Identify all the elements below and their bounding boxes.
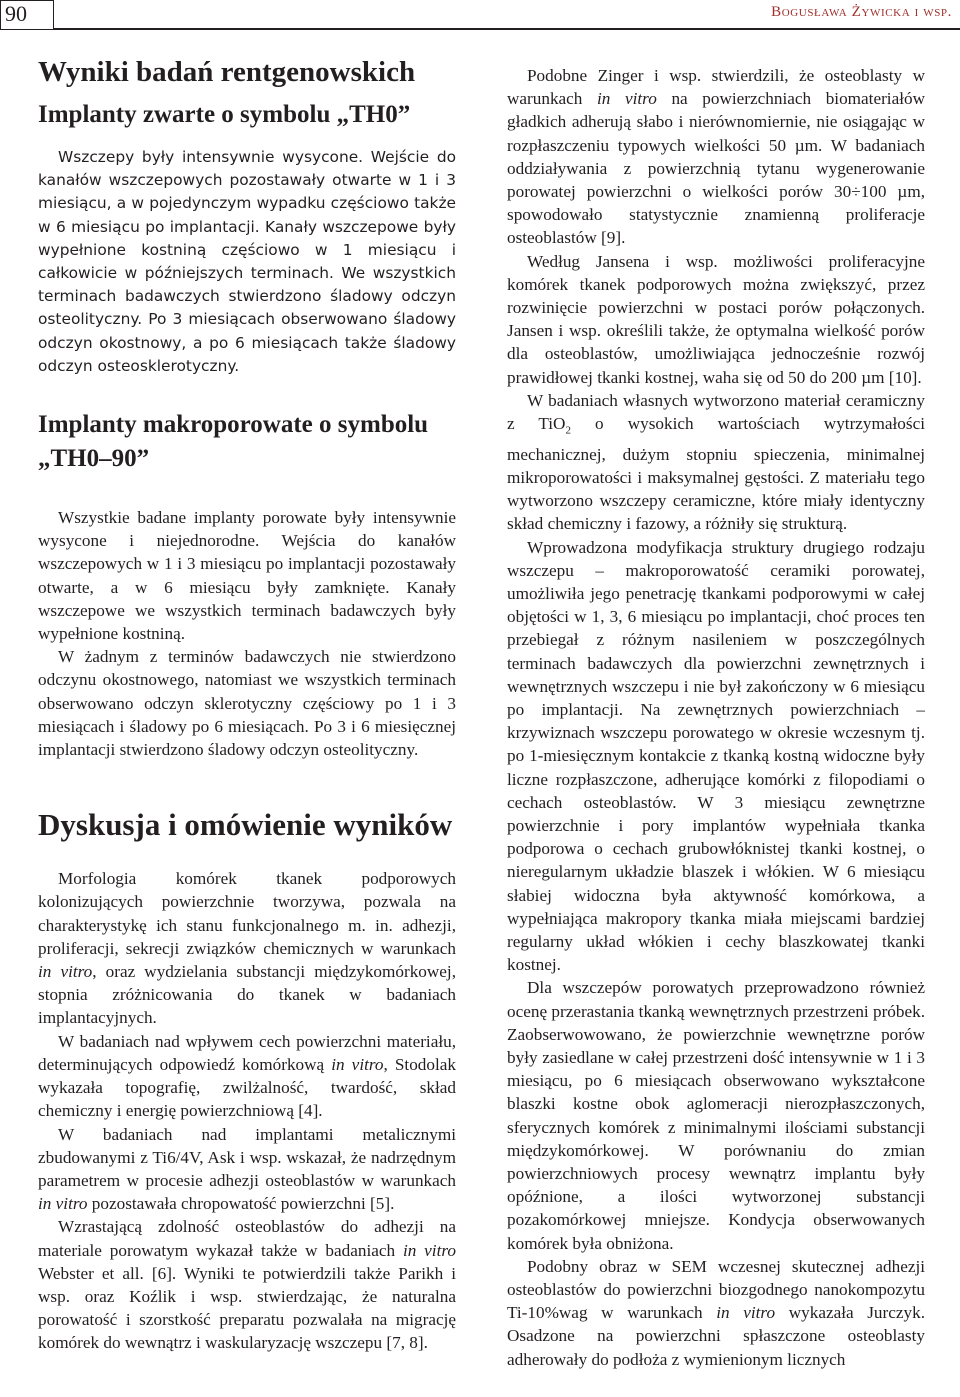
heading-discussion: Dyskusja i omówienie wyników — [38, 807, 453, 843]
paragraph-right-6: Podobny obraz w SEM wczesnej skutecznej adhezji osteoblastów do powierzchni biozgodnego nanokompozytu Ti-10%wag w warunkach in vitro wykazała Jurczyk. Osadzone na powierzchni spłaszczone osteoblasty adherowały do podłoża z wymienionym licznych — [507, 1256, 925, 1369]
paragraph-discussion-4: Wzrastającą zdolność osteoblastów do adhezji na materiale porowatym wykazał także w badaniach in vitro Webster et all. [6]. Wyniki te potwierdzili także Parikh i wsp. oraz Koźlik i wsp. stwierdzając, że naturalna porowatość i szorstkość preparatu pozwalała na migrację komórek do wewnątrz i waskularyzację wszczepu [7, 8]. — [38, 1217, 457, 1353]
paragraph-right-3: W badaniach własnych wytworzono materiał ceramiczny z TiO$_2$ o wysokich wartościach wytrzymałości mechanicznej, dużym stopniu spieczenia, minimalnej mikroporowatości i maksymalnej gęstości. Z materiału tego wytworzono wszczepy ceramiczne, które miały identyczny skład chemiczny i fazowy, a różniły się strukturą. — [507, 390, 925, 534]
heading-macro-line1: Implanty makroporowate o symbolu — [38, 411, 429, 439]
paragraph-right-2: Według Jansena i wsp. możliwości proliferacyjne komórek tkanek podporowych można zwiększyć, przez rozwinięcie powierzchni w postaci porów połączonych. Jansen i wsp. określili także, że optymalna wielkość porów dla osteoblastów, umożliwiająca jednocześnie rozwój prawidłowej tkanki kostnej, waha się od 50 do 200 µm [10]. — [507, 251, 925, 387]
left-column — [38, 54, 456, 1355]
heading-th0: Implanty zwarte o symbolu „TH0” — [38, 101, 411, 128]
heading-macro-line2: „TH0–90” — [38, 445, 150, 473]
running-head: Bogusława Żywicka i wsp. — [771, 4, 952, 20]
paragraph-right-4: Wprowadzona modyfikacja struktury drugiego rodzaju wszczepu – makroporowatość ceramiki porowatej, umożliwiła jego penetrację tkankami podporowymi w całej objętości w 1, 3, 6 miesiącu po implantacji, choć proces ten przebiegał z różnym nasileniem w poszczególnych terminach badawczych dla powierzchni zewnętrznych i wewnętrznych wszczepu i nie był zakończony w 6 miesiącu po implantacji. Na zewnętrznych powierzchniach – krzywiznach wszczepu porowatego w okresie wczesnym tj. po 1-miesięcznym kontakcie z tkanką kostną widoczne były liczne rozpłaszczone, adherujące komórki z filopodiami o cechach osteoblastów. W 3 miesiącu zewnętrzne powierzchnie i pory implantów wypełniała tkanka podporowa o cechach grubowłóknistej tkanki kostnej, o nieregularnym układzie blaszek i włókien. W 6 miesiącu słabiej widoczna była aktywność komórkowa, a wypełniająca makropory tkanka miała miejscami bardziej regularny układ włókien i cechy blaszkowatej tkanki kostnej. — [507, 537, 925, 975]
paragraph-right-1: Podobne Zinger i wsp. stwierdzili, że osteoblasty w warunkach in vitro na powierzchniach biomateriałów gładkich adherują słabo i nierównomiernie, nie osiągając w rozpłaszczeniu typowych wielkości 50 µm. W badaniach oddziaływania z powierzchnią tytanu wygenerowanie porowatej powierzchni o wielkości porów 30÷100 µm, spowodowało statystycznie znamienną proliferacje osteoblastów [9]. — [507, 66, 925, 248]
paragraph-macro-1: Wszystkie badane implanty porowate były intensywnie wysycone i niejednorodne. Wejścia do kanałów wszczepowych w 1 i 3 miesiącu po implantacji pozostawały otwarte, a w 6 miesiącu były zamknięte. Kanały wszczepowe we wszystkich terminach badawczych były wypełnione kostniną. — [38, 508, 456, 644]
paragraph-discussion-3: W badaniach nad implantami metalicznymi zbudowanymi z Ti6/4V, Ask i wsp. wskazał, że nadrzędnym parametrem w procesie adhezji osteoblastów w warunkach in vitro pozostawała chropowatość powierzchni [5]. — [38, 1124, 456, 1214]
heading-results: Wyniki badań rentgenowskich — [38, 56, 416, 88]
paragraph-discussion-1: Morfologia komórek tkanek podporowych kolonizujących powierzchnie tworzywa, pozwala na charakterystykę ich stanu funkcjonalnego m. in. adhezji, proliferacji, sekrecji związków chemicznych w warunkach in vitro, oraz wydzielania substancji międzykomórkowej, stopnia zróżnicowania do tkanek w badaniach implantacyjnych. — [38, 869, 456, 1028]
paragraph-th0: Wszczepy były intensywnie wysycone. Wejście do kanałów wszczepowych pozostawały otwarte w 1 i 3 miesiącu, a w pojedynczym wypadku częściowo także w 6 miesiącu po implantacji. Kanały wszczepowe były wypełnione kostniną częściowo w 1 miesiącu i całkowicie w późniejszych terminach. We wszystkich terminach badawczych stwierdzono śladowy odczyn osteolityczny. Po 3 miesiącach obserwowano śladowy odczyn okostnowy, a po 6 miesiącach także śladowy odczyn osteosklerotyczny. — [38, 148, 456, 375]
right-column — [507, 64, 925, 1371]
paragraph-macro-2: W żadnym z terminów badawczych nie stwierdzono odczynu okostnowego, natomiast we wszystkich terminach obserwowano odczyn sklerotyczny częściowy po 1 i 3 miesiącach i śladowy po 6 miesiącach. Po 3 i 6 miesięcznej implantacji stwierdzono śladowy odczyn osteolityczny. — [38, 647, 456, 760]
header-rule — [54, 28, 960, 30]
paragraph-right-5: Dla wszczepów porowatych przeprowadzono również ocenę przerastania tkanką wewnętrznych przestrzeni próbek. Zaobserwowowano, że powierzchnie wewnętrzne porów były zasiedlane w całej przestrzeni dość intensywnie w 1 i 3 miesiącu, po 6 miesiącach obserwowano wykształcone blaszki kostne obok aglomeracji nierozpłaszczonych, sferycznych komórek z minimalnymi ilościami substancji międzykomórkowej. W porównaniu do zmian powierzchniowych procesy wewnątrz implantu były opóźnione, a ilości wytworzonej substancji pozakomórkowej mniejsze. Kondycja obserwowanych komórek była obniżona. — [507, 978, 926, 1253]
page-number: 90 — [0, 0, 54, 30]
paragraph-discussion-2: W badaniach nad wpływem cech powierzchni materiału, determinujących odpowiedź komórkową in vitro, Stodolak wykazała topografię, zwilżalność, twardość, skład chemiczny i energię powierzchniową [4]. — [38, 1031, 456, 1121]
